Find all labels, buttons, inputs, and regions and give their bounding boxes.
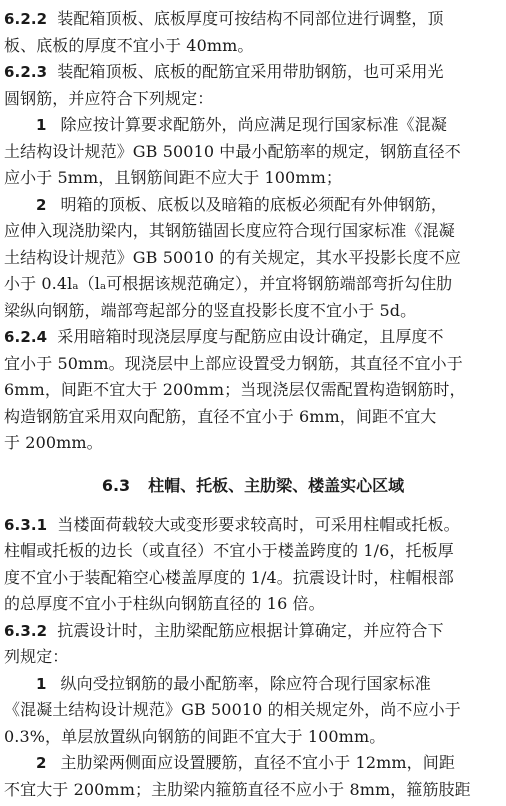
clause-text: 采用暗箱时现浇层厚度与配筋应由设计确定，且厚度不: [57, 327, 444, 346]
clause-6-2-4-line-3: [4, 377, 502, 403]
clause-6-2-4-line-1: [4, 324, 502, 350]
clause-text: 抗震设计时，主肋梁配筋应根据计算确定，并应符合下: [57, 621, 444, 640]
item-1-line-1: [36, 671, 506, 697]
clause-6-2-4-line-5: [4, 430, 502, 456]
clause-text: 宜小于 50mm。现浇层中上部应设置受力钢筋，其直径不宜小于: [4, 354, 463, 373]
item-text: 小于 0.4lₐ（lₐ可根据该规范确定），并宜将钢筋端部弯折勾住肋: [4, 274, 453, 293]
item-2-line-2: [4, 777, 502, 803]
clause-text: 当楼面荷载较大或变形要求较高时，可采用柱帽或托板。: [57, 515, 460, 534]
clause-6-3-1-line-4: [4, 591, 502, 617]
item-1-line-3: [4, 165, 502, 191]
item-2-line-3: [4, 245, 502, 271]
item-text: 不宜大于 200mm；主肋梁内箍筋直径不应小于 8mm，箍筋肢距: [4, 780, 471, 799]
clause-text: 装配箱顶板、底板的配筋宜采用带肋钢筋，也可采用光: [57, 62, 444, 81]
section-title: 柱帽、托板、主肋梁、楼盖实心区域: [148, 476, 405, 495]
item-2-line-1: [36, 750, 506, 776]
item-text: 除应按计算要求配筋外，尚应满足现行国家标准《混凝: [60, 115, 447, 134]
item-text: 土结构设计规范》GB 50010 中最小配筋率的规定，钢筋直径不: [4, 142, 461, 161]
clause-text: 构造钢筋宜采用双向配筋，直径不宜小于 6mm，间距不宜大: [4, 407, 437, 426]
clause-6-2-2-line-2: [4, 33, 502, 59]
clause-number: 6.2.3: [4, 63, 48, 81]
item-text: 主肋梁两侧面应设置腰筋，直径不宜小于 12mm，间距: [60, 753, 455, 772]
clause-text: 列规定：: [4, 647, 69, 666]
item-text: 0.3%，单层放置纵向钢筋的间距不宜大于 100mm。: [4, 727, 386, 746]
clause-number: 6.2.2: [4, 10, 48, 28]
item-text: 《混凝土结构设计规范》GB 50010 的相关规定外，尚不应小于: [4, 700, 461, 719]
clause-text: 柱帽或托板的边长（或直径）不宜小于楼盖跨度的 1/6，托板厚: [4, 541, 454, 560]
item-2-line-4: [4, 271, 502, 297]
clause-text: 板、底板的厚度不宜小于 40mm。: [4, 36, 254, 55]
clause-text: 圆钢筋，并应符合下列规定：: [4, 89, 214, 108]
item-text: 应小于 5mm，且钢筋间距不应大于 100mm；: [4, 168, 342, 187]
clause-6-2-4-line-2: [4, 351, 502, 377]
item-text: 纵向受拉钢筋的最小配筋率，除应符合现行国家标准: [60, 674, 431, 693]
clause-text: 装配箱顶板、底板厚度可按结构不同部位进行调整，顶: [57, 9, 444, 28]
item-1-line-3: [4, 724, 502, 750]
clause-number: 6.2.4: [4, 328, 48, 346]
item-text: 土结构设计规范》GB 50010 的有关规定，其水平投影长度不应: [4, 248, 461, 267]
item-1-line-2: [4, 697, 502, 723]
clause-number: 6.3.2: [4, 622, 48, 640]
item-text: 梁纵向钢筋，端部弯起部分的竖直投影长度不宜小于 5d。: [4, 301, 417, 320]
clause-6-2-3-line-2: [4, 86, 502, 112]
item-1-line-1: [36, 112, 506, 138]
item-2-line-1: [36, 192, 506, 218]
item-text: 应伸入现浇肋梁内，其钢筋锚固长度应符合现行国家标准《混凝: [4, 221, 455, 240]
clause-6-3-2-line-2: [4, 644, 502, 670]
clause-text: 于 200mm。: [4, 433, 103, 452]
item-1-line-2: [4, 139, 502, 165]
clause-6-2-4-line-4: [4, 404, 502, 430]
clause-6-3-1-line-3: [4, 565, 502, 591]
clause-text: 度不宜小于装配箱空心楼盖厚度的 1/4。抗震设计时，柱帽根部: [4, 568, 454, 587]
clause-6-2-2-line-1: [4, 6, 502, 32]
clause-text: 6mm，间距不宜大于 200mm；当现浇层仅需配置构造钢筋时，: [4, 380, 466, 399]
item-number: 1: [36, 116, 47, 134]
item-number: 1: [36, 675, 47, 693]
section-number: 6.3: [101, 476, 131, 495]
clause-text: 的总厚度不宜小于柱纵向钢筋直径的 16 倍。: [4, 594, 325, 613]
item-2-line-2: [4, 218, 502, 244]
item-number: 2: [36, 754, 47, 772]
item-number: 2: [36, 196, 47, 214]
clause-6-2-3-line-1: [4, 59, 502, 85]
item-2-line-5: [4, 298, 502, 324]
item-text: 明箱的顶板、底板以及暗箱的底板必须配有外伸钢筋，: [60, 195, 447, 214]
clause-6-3-1-line-2: [4, 538, 502, 564]
clause-number: 6.3.1: [4, 516, 48, 534]
clause-6-3-2-line-1: [4, 618, 502, 644]
section-heading: [0, 472, 506, 500]
clause-6-3-1-line-1: [4, 512, 502, 538]
